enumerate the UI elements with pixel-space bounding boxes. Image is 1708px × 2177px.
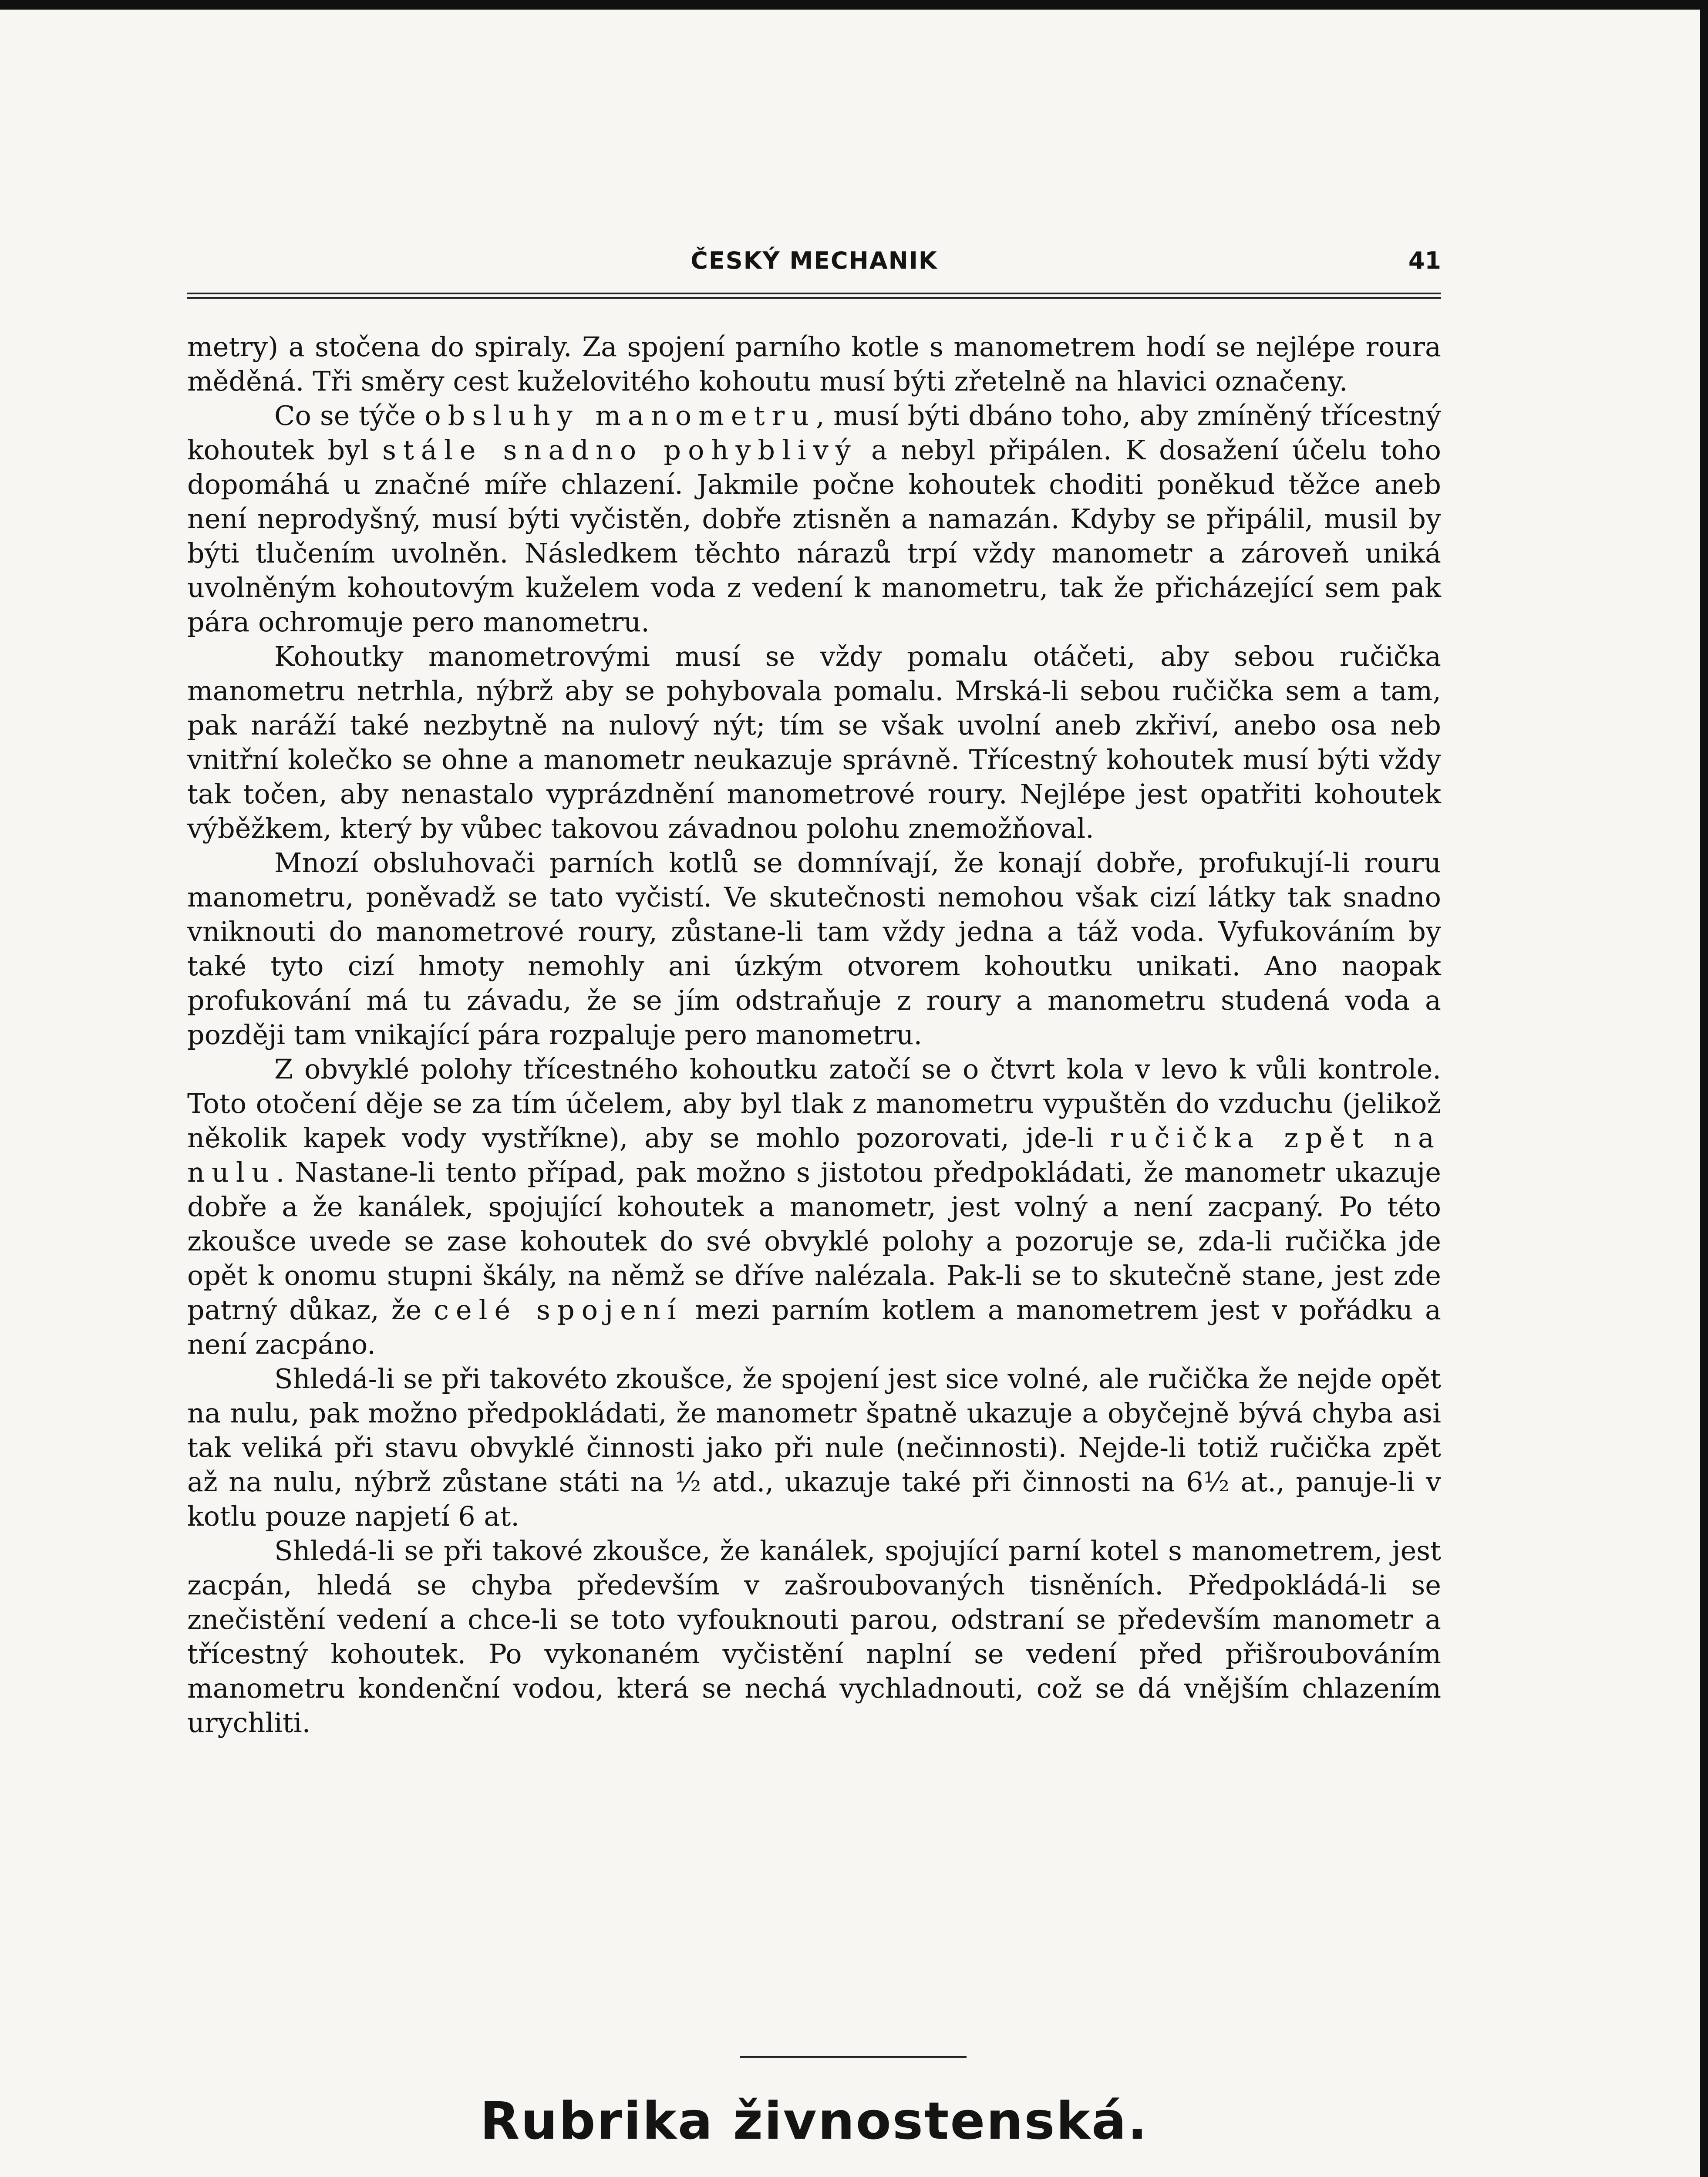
paragraph <box>187 1533 1441 1740</box>
paragraph-text: Co se týče <box>274 400 425 431</box>
paragraph-text: Mnozí obsluhovači parních kotlů se domnívají, že konají dobře, profukují-li rouru manometru, poněvadž se tato vyčistí. Ve skutečnosti nemohou však cizí látky tak snadno vniknouti do manometrové roury, zůstane-li tam vždy jedna a táž voda. Vyfukováním by také tyto cizí hmoty nemohly ani úzkým otvorem kohoutku unikati. Ano naopak profukování má tu závadu, že se jím odstraňuje z roury a manometru studená voda a později tam vnikající pára rozpaluje pero manometru. <box>187 847 1441 1051</box>
section-separator <box>740 2056 967 2058</box>
spaced-emphasis: ručička zpět na nulu <box>187 1122 1441 1188</box>
article-body <box>187 330 1441 1740</box>
paragraph <box>187 1052 1441 1361</box>
paragraph-text: Shledá-li se při takové zkoušce, že kanálek, spojující parní kotel s manometrem, jest zacpán, hledá se chyba především v zašroubovaných tisněních. Předpokládá-li se znečistění vedení a chce-li se toto vyfouknouti parou, odstraní se především manometr a třícestný kohoutek. Po vykonaném vyčistění naplní se vedení před přišroubováním manometru kondenční vodou, která se nechá vychladnouti, což se dá vnějším chlazením urychliti. <box>187 1535 1441 1739</box>
journal-title: ČESKÝ MECHANIK <box>691 247 938 274</box>
paragraph-text: Z obvyklé polohy třícestného kohoutku zatočí se o čtvrt kola v levo k vůli kontrole. Toto otočení děje se za tím účelem, aby byl tlak z manometru vypuštěn do vzduchu (jelikož několik kapek vody vystříkne), aby se mohlo pozorovati, jde-li <box>187 1053 1441 1154</box>
paragraph <box>187 639 1441 846</box>
paragraph-text: Kohoutky manometrovými musí se vždy pomalu otáčeti, aby sebou ručička manometru netrhla, nýbrž aby se pohybovala pomalu. Mrská-li sebou ručička sem a tam, pak naráží také nezbytně na nulový nýt; tím se však uvolní aneb zkřiví, anebo osa neb vnitřní kolečko se ohne a manometr neukazuje správně. Třícestný kohoutek musí býti vždy tak točen, aby nenastalo vyprázdnění manometrové roury. Nejlépe jest opatřiti kohoutek výběžkem, který by vůbec takovou závadnou polohu znemožňoval. <box>187 640 1441 844</box>
paragraph-text: a nebyl připálen. K dosažení účelu toho dopomáhá u značné míře chlazení. Jakmile počne kohoutek choditi poněkud těžce aneb není neprodyšný, musí býti vyčistěn, dobře ztisněn a namazán. Kdyby se připálil, musil by býti tlučením uvolněn. Následkem těchto nárazů trpí vždy manometr a zároveň uniká uvolněným kohoutovým kuželem voda z vedení k manometru, tak že přicházející sem pak pára ochromuje pero manometru. <box>187 434 1441 638</box>
paragraph <box>187 330 1441 398</box>
spaced-emphasis: celé spojení <box>434 1294 683 1326</box>
paragraph <box>187 846 1441 1052</box>
paragraph-text: Shledá-li se při takovéto zkoušce, že spojení jest sice volné, ale ručička že nejde opět na nulu, pak možno předpokládati, že manometr špatně ukazuje a obyčejně bývá chyba asi tak veliká při stavu obvyklé činnosti jako při nule (nečinnosti). Nejde-li totiž ručička zpět až na nulu, nýbrž zůstane státi na ½ atd., ukazuje také při činnosti na 6½ at., panuje-li v kotlu pouze napjetí 6 at. <box>187 1363 1441 1532</box>
paragraph-text: mezi parním kotlem a manometrem jest v pořádku a není zacpáno. <box>187 1294 1442 1360</box>
running-header <box>187 247 1441 286</box>
paragraph <box>187 398 1441 639</box>
paragraph <box>187 1361 1441 1533</box>
paragraph-text: , musí býti dbáno toho, aby zmíněný třícestný kohoutek byl <box>187 400 1442 466</box>
section-heading: Rubrika živnostenská. <box>480 2091 1149 2151</box>
header-double-rule <box>187 293 1441 299</box>
spaced-emphasis: obsluhy manometru <box>424 400 816 431</box>
page-number: 41 <box>1408 247 1441 274</box>
paragraph-text: metry) a stočena do spiraly. Za spojení parního kotle s manometrem hodí se nejlépe roura měděná. Tři směry cest kuželovitého kohoutu musí býti zřetelně na hlavici označeny. <box>187 331 1441 397</box>
paragraph-text: . Nastane-li tento případ, pak možno s jistotou předpokládati, že manometr ukazuje dobře a že kanálek, spojující kohoutek a manometr, jest volný a není zacpaný. Po této zkoušce uvede se zase kohoutek do své obvyklé polohy a pozoruje se, zda-li ručička jde opět k onomu stupni škály, na němž se dříve nalézala. Pak-li se to skutečně stane, jest zde patrný důkaz, že <box>187 1156 1441 1326</box>
spaced-emphasis: stále snadno pohyblivý <box>382 434 858 466</box>
